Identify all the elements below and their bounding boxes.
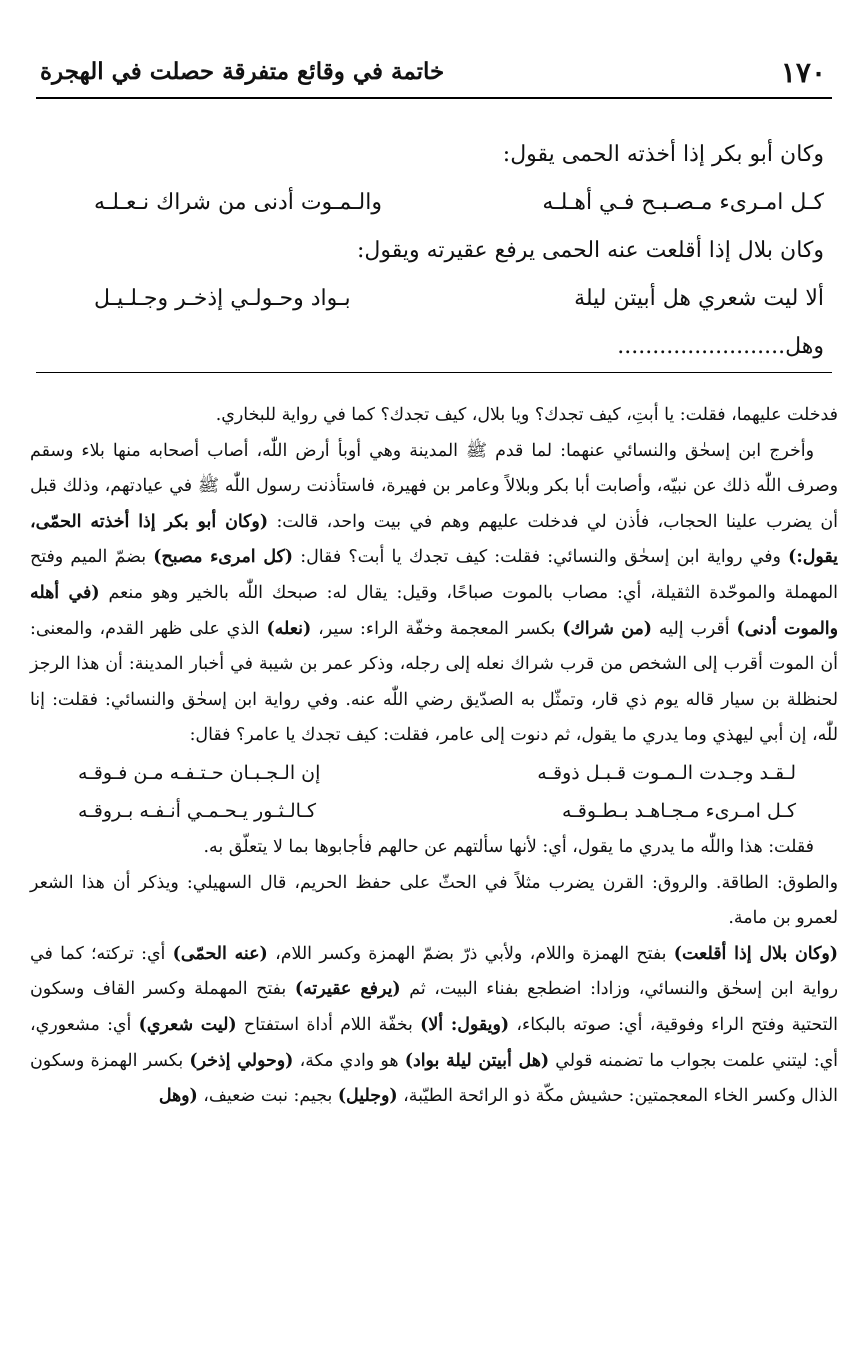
verse-hemistich-first: كـل امـرىء مـجـاهـد بـطـوقـه (561, 799, 796, 822)
text-run: بجيم: نبت ضعيف، (197, 1086, 338, 1107)
commentary-paragraph: فقلت: هذا واللّٰه ما يدري ما يقول، أي: لأنها سألتهم عن حالهم فأجابوها بما لا يتعلّق به. (203, 836, 814, 857)
commentary-paragraph: والطوق: الطاقة. والروق: القرن يضرب مثلاً في الحثّ على حفظ الحريم، قال السهيلي: ويذكر أن هذا الشعر لعمرو بن مامة. (30, 872, 838, 929)
quoted-text: (وكان أبو بكر إذا أخذته الحمّى، يقول:) (30, 511, 839, 568)
verse-line (30, 754, 838, 792)
text-run: بفتح المهملة وكسر القاف وسكون التحتية وفتح الراء وفوقية، أي: صوته بالبكاء، (30, 979, 839, 1035)
commentary-paragraph (30, 434, 838, 754)
quoted-text: (عنه الحمّى) (172, 943, 268, 964)
text-run: أي: تركته؛ كما في رواية ابن إسحٰق والنسائي، وزادا: اضطجع بفناء البيت، ثم (30, 943, 838, 1000)
text-run: الذي على ظهر القدم، والمعنى: أن الموت أقرب إلى الشخص من قرب شراك نعله إلى رجله، وذكر عمر بن شيبة في أخبار المدينة: أن هذا الرجز لحنظلة بن سيار قاله يوم ذي قار، وتمثّل به الصدّيق رضي اللّٰه عنه. وفي رواية ابن إسحٰق والنسائي: فقلت: إنا للّٰه، إن أبي ليهذي وما يدري ما يقول، ثم دنوت إلى عامر، فقلت: كيف تجدك يا عامر؟ فقال: (30, 618, 838, 746)
quoted-text: (يرفع عقيرته) (294, 979, 401, 1000)
verse-hemistich-second: بـواد وحـولـي إذخـر وجـلـيـل (94, 286, 351, 311)
matn-line: وكان أبو بكر إذا أخذته الحمى يقول: (502, 142, 824, 167)
quoted-text: (ويقول: ألا) (420, 1014, 510, 1035)
quoted-text: (في أهله والموت أدنى) (30, 582, 838, 639)
text-run: بفتح الهمزة واللام، ولأبي ذرّ بضمّ الهمزة وكسر اللام، (267, 943, 674, 964)
quoted-text: (وهل (158, 1086, 198, 1107)
page-number: ١٧٠ (780, 56, 826, 89)
running-title: خاتمة في وقائع متفرقة حصلت في الهجرة (40, 58, 445, 85)
text-run: أقرب إليه (651, 618, 737, 639)
verse-hemistich-second: كـالـثـور يـحـمـي أنـفـه بـروقـه (78, 799, 317, 822)
quoted-text: (ليت شعري) (138, 1014, 237, 1035)
text-run: بكسر المعجمة وخفّة الراء: سير، (311, 618, 563, 639)
quoted-text: (وكان بلال إذا أقلعت) (673, 943, 838, 964)
separator-rule (36, 372, 832, 373)
verse-line (90, 274, 824, 324)
quoted-text: (وجليل) (337, 1086, 398, 1107)
text-run: وفي رواية ابن إسحٰق والنسائي: فقلت: كيف تجدك يا أبت؟ فقال: (293, 547, 789, 568)
main-text (90, 132, 824, 370)
commentary-paragraph: فدخلت عليهما، فقلت: يا أبتِ، كيف تجدك؟ ويا بلال، كيف تجدك؟ كما في رواية للبخاري. (215, 405, 838, 425)
quoted-text: (هل أبيتن ليلة بواد) (404, 1050, 550, 1071)
quoted-text: (وحولي إذخر) (189, 1050, 294, 1071)
quoted-text: (نعله) (266, 618, 312, 639)
quoted-text: (من شراك) (562, 618, 652, 639)
text-run: بخفّة اللام أداة استفتاح (236, 1014, 421, 1035)
text-run: بكسر الهمزة وسكون الذال وكسر الخاء المعجمتين: حشيش مكّة ذو الرائحة الطيّبة، (30, 1050, 838, 1107)
quoted-text: (كل امرىء مصبح) (153, 547, 294, 568)
verse-hemistich-first: لـقـد وجـدت الـمـوت قـبـل ذوقـه (537, 761, 796, 784)
verse-line (30, 792, 838, 830)
text-run: وأخرج ابن إسحٰق والنسائي عنهما: لما قدم ﷺ المدينة وهي أوبأ أرض اللّٰه، أصاب أصحابه منها بلاء وسقم وصرف اللّٰه ذلك عن نبيّه، وأصابت أبا بكر وبلالاً وعامر بن فهيرة، فاستأذنت رسول اللّٰه ﷺ في عيادتهم، وذلك قبل أن يضرب علينا الحجاب، فأذن لي فدخلت عليهم وهم في بيت واحد، قالت: (30, 440, 839, 532)
verse-hemistich-first: كـل امـرىء مـصـبـح فـي أهـلـه (542, 190, 824, 215)
verse-hemistich-first: ألا ليت شعري هل أبيتن ليلة (574, 286, 824, 311)
matn-line: وكان بلال إذا أقلعت عنه الحمى يرفع عقيرته ويقول: (357, 238, 824, 263)
verse-hemistich-second: إن الـجـبـان حـتـفـه مـن فـوقـه (78, 761, 321, 784)
page-header (36, 52, 832, 96)
commentary-paragraph (30, 937, 838, 1115)
header-rule (36, 97, 832, 99)
matn-line: وهل........................ (617, 334, 824, 359)
verse-hemistich-second: والـمـوت أدنى من شراك نـعـلـه (94, 190, 382, 215)
verse-line (90, 178, 824, 228)
text-run: بضمّ الميم وفتح المهملة والموحّدة الثقيلة، أي: مصاب بالموت صباحًا، وقيل: يقال له: صبحك اللّٰه بالخير وهو منعم (30, 547, 838, 603)
text-run: أي: مشعوري، أي: ليتني علمت بجواب ما تضمنه قولي (30, 1014, 839, 1071)
commentary (30, 398, 838, 1115)
text-run: هو وادي مكة، (293, 1050, 405, 1071)
